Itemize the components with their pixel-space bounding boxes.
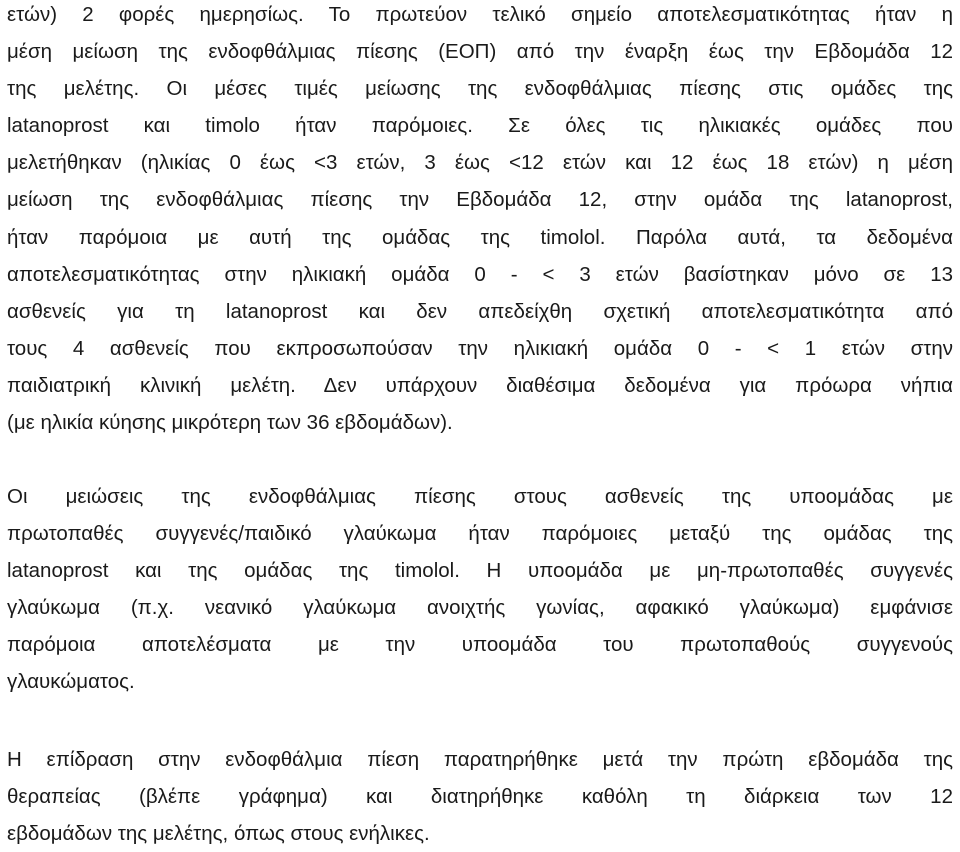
text-line: εβδομάδων της μελέτης, όπως στους ενήλικες.: [7, 822, 430, 846]
text-line: θεραπείας (βλέπε γράφημα) και διατηρήθηκε καθόλη τη διάρκεια των 12: [7, 785, 953, 809]
text-line: της μελέτης. Οι μέσες τιμές μείωσης της ενδοφθάλμιας πίεσης στις ομάδες της: [7, 77, 953, 101]
text-line: latanoprost και της ομάδας της timolol. Η υποομάδα με μη-πρωτοπαθές συγγενές: [7, 559, 953, 583]
text-line: Οι μειώσεις της ενδοφθάλμιας πίεσης στους ασθενείς της υποομάδας με: [7, 485, 953, 508]
text-line: Η επίδραση στην ενδοφθάλμια πίεση παρατηρήθηκε μετά την πρώτη εβδομάδα της: [7, 748, 953, 771]
text-line: παρόμοια αποτελέσματα με την υποομάδα του πρωτοπαθούς συγγενούς: [7, 633, 953, 657]
text-line: ασθενείς για τη latanoprost και δεν απεδείχθη σχετική αποτελεσματικότητα από: [7, 299, 953, 323]
text-line: ήταν παρόμοια με αυτή της ομάδας της timolol. Παρόλα αυτά, τα δεδομένα: [7, 225, 953, 249]
text-line: αποτελεσματικότητας στην ηλικιακή ομάδα 0 - < 3 ετών βασίστηκαν μόνο σε 13: [7, 262, 953, 286]
text-line: μείωση της ενδοφθάλμιας πίεσης την Εβδομάδα 12, στην ομάδα της latanoprost,: [7, 188, 953, 212]
text-line: γλαύκωμα (π.χ. νεανικό γλαύκωμα ανοιχτής γωνίας, αφακικό γλαύκωμα) εμφάνισε: [7, 596, 953, 620]
paragraph-efficacy-results: [7, 0, 953, 441]
text-line: παιδιατρική κλινική μελέτη. Δεν υπάρχουν διαθέσιμα δεδομένα για πρόωρα νήπια: [7, 373, 953, 397]
text-line: ετών) 2 φορές ημερησίως. Το πρωτεύον τελικό σημείο αποτελεσματικότητας ήταν η: [7, 3, 953, 26]
text-line: latanoprost και timolo ήταν παρόμοιες. Σε όλες τις ηλικιακές ομάδες που: [7, 114, 953, 138]
text-line: (με ηλικία κύησης μικρότερη των 36 εβδομάδων).: [7, 411, 453, 435]
paragraph-iop-effect: [7, 741, 953, 852]
paragraph-subgroup-results: [7, 478, 953, 701]
text-line: μέση μείωση της ενδοφθάλμιας πίεσης (ΕΟΠ) από την έναρξη έως την Εβδομάδα 12: [7, 40, 953, 64]
text-line: γλαυκώματος.: [7, 670, 135, 694]
text-line: πρωτοπαθές συγγενές/παιδικό γλαύκωμα ήταν παρόμοιες μεταξύ της ομάδας της: [7, 522, 953, 546]
text-line: τους 4 ασθενείς που εκπροσωπούσαν την ηλικιακή ομάδα 0 - < 1 ετών στην: [7, 336, 953, 360]
text-line: μελετήθηκαν (ηλικίας 0 έως <3 ετών, 3 έως <12 ετών και 12 έως 18 ετών) η μέση: [7, 151, 953, 175]
